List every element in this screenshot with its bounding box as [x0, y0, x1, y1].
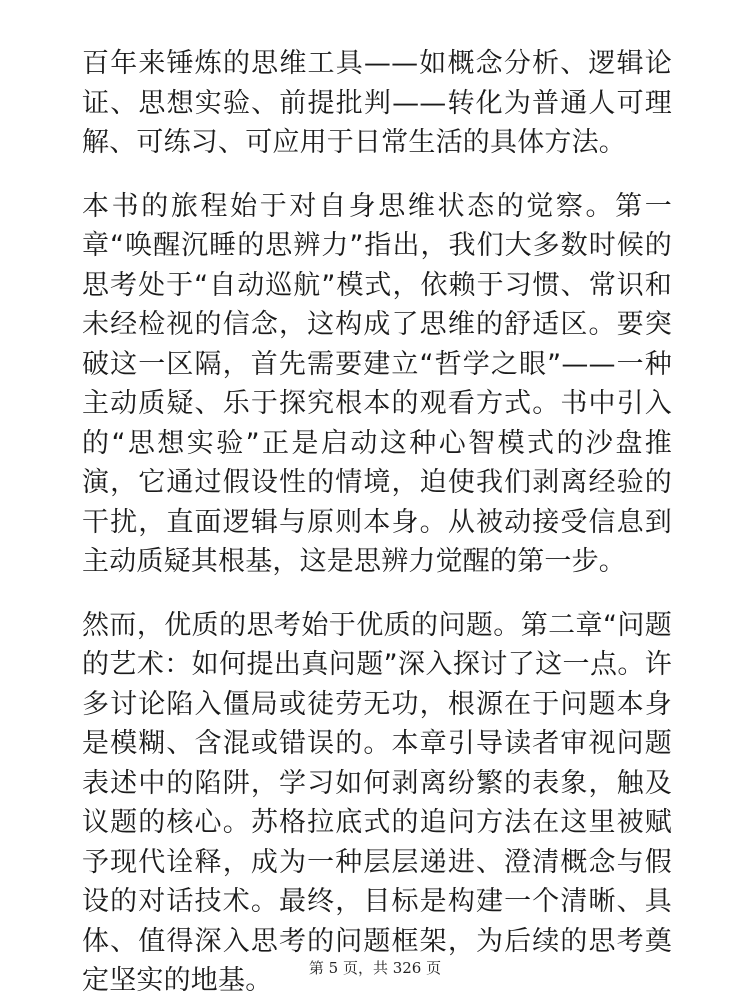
- paragraph-3: 然而，优质的思考始于优质的问题。第二章“问题的艺术：如何提出真问题”深入探讨了这一点。许多讨论陷入僵局或徒劳无功，根源在于问题本身是模糊、含混或错误的。本章引导读者审视问题表述中的陷阱，学习如何剥离纷繁的表象，触及议题的核心。苏格拉底式的追问方法在这里被赋予现代诠释，成为一种层层递进、澄清概念与假设的对话技术。最终，目标是构建一个清晰、具体、值得深入思考的问题框架，为后续的思考奠定坚实的地基。: [82, 609, 672, 996]
- document-body: [82, 44, 672, 1001]
- paragraph-1: 百年来锤炼的思维工具——如概念分析、逻辑论证、思想实验、前提批判——转化为普通人可理解、可练习、可应用于日常生活的具体方法。: [82, 48, 672, 158]
- page-number-footer: 第 5 页，共 326 页: [308, 959, 442, 977]
- paragraph-2: 本书的旅程始于对自身思维状态的觉察。第一章“唤醒沉睡的思辨力”指出，我们大多数时候的思考处于“自动巡航”模式，依赖于习惯、常识和未经检视的信念，这构成了思维的舒适区。要突破这一区隔，首先需要建立“哲学之眼”——一种主动质疑、乐于探究根本的观看方式。书中引入的“思想实验”正是启动这种心智模式的沙盘推演，它通过假设性的情境，迫使我们剥离经验的干扰，直面逻辑与原则本身。从被动接受信息到主动质疑其根基，这是思辨力觉醒的第一步。: [82, 190, 672, 577]
